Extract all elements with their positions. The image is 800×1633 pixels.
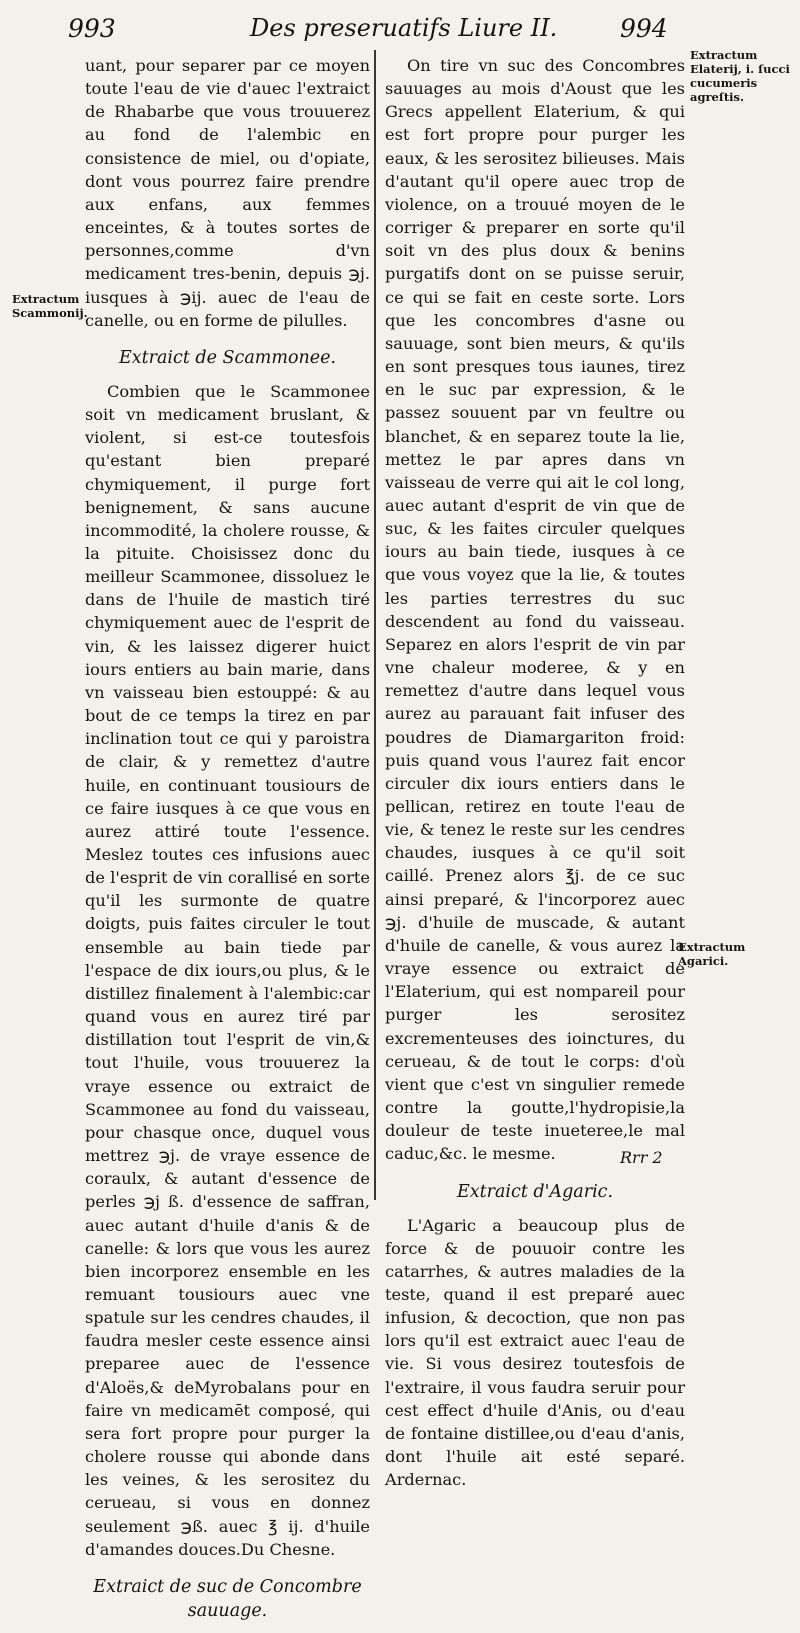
right-column [385,54,685,1491]
heading-scammonee: Extraict de Scammonee. [118,347,337,368]
running-title: Des preseruatifs Liure II. [250,14,558,42]
margin-note-elaterium: Extractum Elaterij, i. ſucci cucumeris agreſtis. [690,48,790,104]
page-number-right: 994 [620,14,668,43]
paragraph-agaric: L'Agaric a beaucoup plus de force & de pouuoir contre les catarrhes, & autres maladies de la teste, quand il est preparé auec infusion, & decoction, que non pas lors qu'il est extraict auec l'eau de vie. Si vous desirez toutesfois de l'extraire, il vous faudra seruir pour cest effect d'huile d'Anis, ou d'eau de fontaine distillee,ou d'eau d'anis, dont l'huile ait esté separé. Ardernac. [385,1215,685,1490]
left-column [85,54,370,1633]
column-divider [374,50,376,1200]
paragraph-scammonee: Combien que le Scammonee soit vn medicament bruslant, & violent, si est-ce toutesfois qu'estant bien preparé chymiquement, il purge fort benignement, & sans aucune incommodité, la cholere rousse, & la pituite. Choisissez donc du meilleur Scammonee, dissoluez le dans de l'huile de mastich tiré chymiquement auec de l'esprit de vin, & les laissez digerer huict iours entiers au bain marie, dans vn vaisseau bien estouppé: & au bout de ce temps la tirez en par inclination tout ce qui y paroistra de clair, & y remettez d'autre huile, en continuant tousiours de ce faire iusques à ce que vous en aurez attiré toute l'essence. Meslez toutes ces infusions auec de l'esprit de vin corallisé en sorte qu'il les surmonte de quatre doigts, puis faites circuler le tout ensemble au bain tiede par l'espace de dix iours,ou plus, & le distillez finalement à l'alembic:car quand vous en aurez tiré par distillation tout l'esprit de vin,& tout l'huile, vous trouuerez la vraye essence ou extraict de Scammonee au fond du vaisseau, pour chasque once, duquel vous mettrez ℈j. de vraye essence de coraulx, & autant d'essence de perles ℈j ß. d'essence de saffran, auec autant d'huile d'anis & de canelle: & lors que vous les aurez bien incorporez ensemble en les remuant tousiours auec vne spatule sur les cendres chaudes, il faudra mesler ceste essence ainsi preparee auec de l'essence d'Aloës,& deMyrobalans pour en faire vn medicamēt composé, qui sera fort propre pour purger la cholere rousse qui abonde dans les veines, & les serositez du cerueau, si vous en donnez seulement ℈ß. auec ℥ ij. d'huile d'amandes douces.Du Chesne. [85,381,370,1559]
margin-note-scammonii: Extractum Scammonij. [12,292,88,320]
page-header [0,14,800,48]
heading-agaric: Extraict d'Agaric. [456,1181,614,1202]
heading-concombre: Extraict de suc de Concombre sauuage. [93,1576,362,1621]
paragraph-rhubarb-end: uant, pour separer par ce moyen toute l'eau de vie d'auec l'extraict de Rhabarbe que vous trouuerez au fond de l'alembic en consistence de miel, ou d'opiate, dont vous pourrez faire prendre aux enfans, aux femmes enceintes, & à toutes sortes de personnes,comme d'vn medicament tres-benin, depuis ℈j. iusques à ℈ij. auec de l'eau de canelle, ou en forme de pilulles. [85,56,370,330]
margin-note-agarici: Extractum Agarici. [678,940,746,968]
page-number-left: 993 [68,14,116,43]
paragraph-elaterium: On tire vn suc des Concombres sauuages au mois d'Aoust que les Grecs appellent Elaterium, & qui est fort propre pour purger les eaux, & les serositez bilieuses. Mais d'autant qu'il opere auec trop de violence, on a trouué moyen de le corriger & preparer en sorte qu'il soit vn des plus doux & benins purgatifs dont on se puisse seruir, ce qui se fait en ceste sorte. Lors que les concombres d'asne ou sauuage, sont bien meurs, & qu'ils en sont presques tous iaunes, tirez en le suc par expression, & le passez souuent par vn feultre ou blanchet, & en separez toute la lie, mettez le par apres dans vn vaisseau de verre qui ait le col long, auec autant d'esprit de vin que de suc, & les faites circuler quelques iours au bain tiede, iusques à ce que vous voyez que la lie, & toutes les parties terrestres du suc descendent au fond du vaisseau. Separez en alors l'esprit de vin par vne chaleur moderee, & y en remettez d'autre dans lequel vous aurez au parauant fait infuser des poudres de Diamargariton froid: puis quand vous l'aurez fait encor circuler dix iours entiers dans le pellican, retirez en toute l'eau de vie, & tenez le reste sur les cendres chaudes, iusques à ce qu'il soit caillé. Prenez alors ℥j. de ce suc ainsi preparé, & l'incorporez auec ℈j. d'huile de muscade, & autant d'huile de canelle, & vous aurez la vraye essence ou extraict de l'Elaterium, qui est nompareil pour purger les serositez excrementeuses des ioinctures, du cerueau, & de tout le corps: d'où vient que c'est vn singulier remede contre la goutte,l'hydropisie,la douleur de teste inueteree,le mal caduc,&c. le mesme. [385,56,685,1164]
signature-mark: Rrr 2 [620,1148,663,1167]
